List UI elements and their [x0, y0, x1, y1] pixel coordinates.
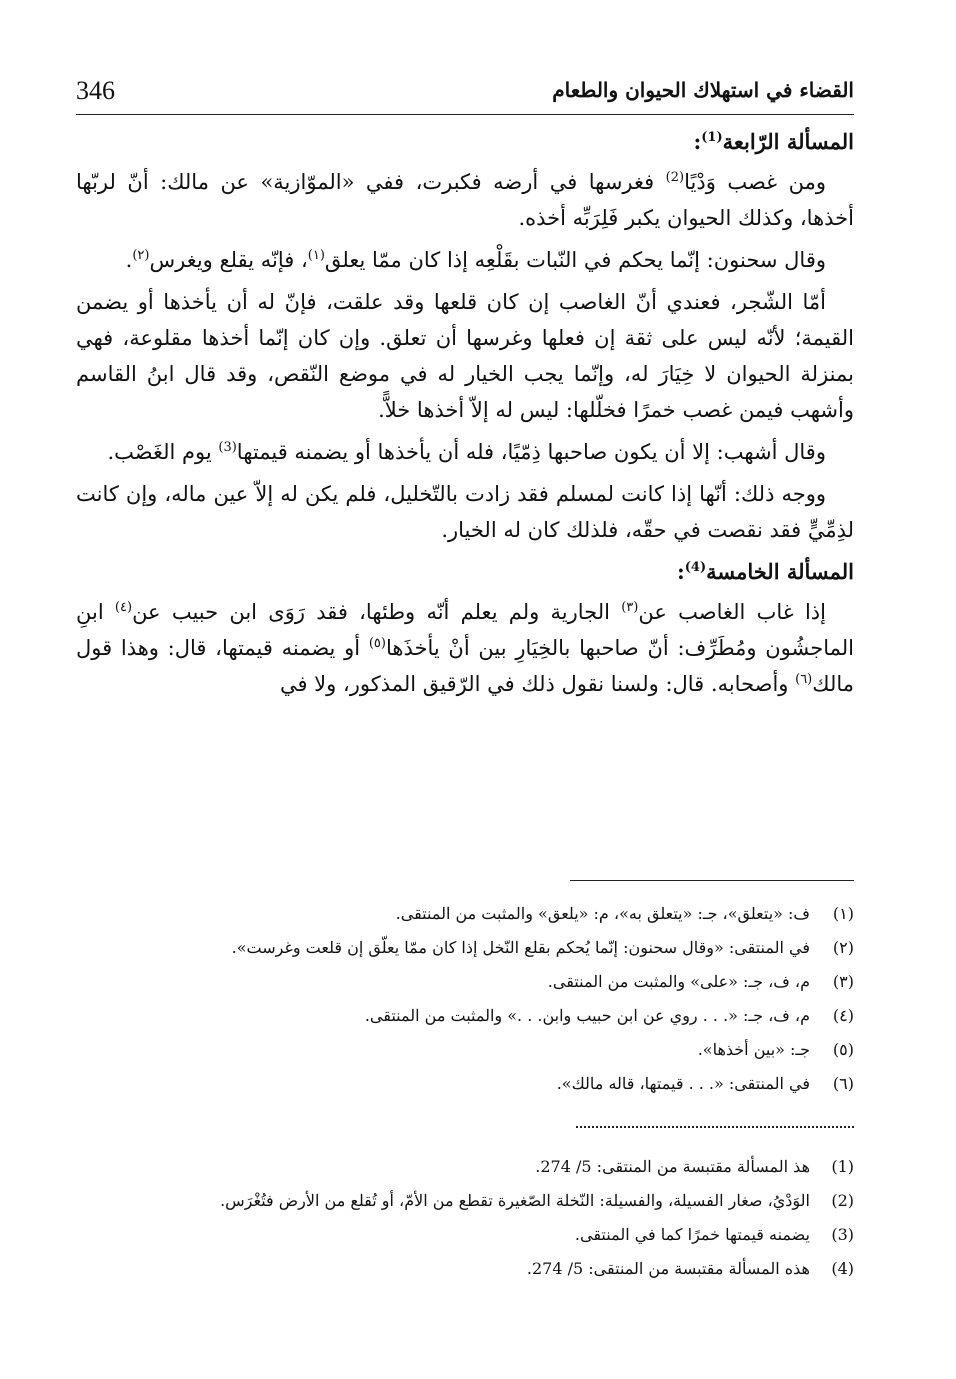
main-text — [76, 124, 854, 708]
paragraph: وقال أشهب: إلا أن يكون صاحبها ذِمّيًا، فله أن يأخذها أو يضمنه قيمتها$^{(3)}$ يوم الغَصْب. — [107, 440, 826, 464]
footnote: (٢) في المنتقى: «وقال سحنون: إنّما يُحكم بقلع النّخل إذا كان ممّا يعلّق إن قلعت وغرست». — [231, 938, 854, 957]
footnote-ref[interactable]: (٤) — [114, 600, 133, 615]
footnote: (2) الوَدْيُ، صغار الفسيلة، والفسيلة: النّخلة الصّغيرة تقطع من الأمّ، أو تُقلع من الأرض فتُغْرَس. — [220, 1191, 854, 1210]
footnote: (٦) في المنتقى: «. . . قيمتها، قاله مالك». — [556, 1074, 854, 1093]
footnote-separator — [570, 880, 854, 881]
footnote: (4) هذه المسألة مقتبسة من المنتقى: 5/ 274. — [526, 1259, 854, 1278]
footnote-ref[interactable]: (4) — [684, 560, 707, 575]
footnotes-manuscript — [76, 897, 854, 1101]
footnote-ref[interactable]: (٣) — [621, 600, 639, 615]
footnote: (1) هذ المسألة مقتبسة من المنتقى: 5/ 274. — [535, 1157, 854, 1176]
footnote: (٤) م، ف، جـ: «. . . روي عن ابن حبيب وابن. . .» والمثبت من المنتقى. — [364, 1006, 854, 1025]
footnote-dotted-separator — [576, 1126, 854, 1128]
section-heading-4: المسألة الرّابعة$^{(1)}$: — [693, 129, 854, 154]
footnote-ref[interactable]: (١) — [307, 248, 325, 263]
footnotes-editor — [76, 1150, 854, 1286]
paragraph: ووجه ذلك: أنّها إذا كانت لمسلم فقد زادت بالتّخليل، فلم يكن له إلاّ عين ماله، وإن كانت لذِمِّيٍّ فقد نقصت في حقّه، فلذلك كان له الخيار. — [76, 482, 854, 542]
paragraph: إذا غاب الغاصب عن$^{(٣)}$ الجارية ولم يعلم أنّه وطئها، فقد رَوَى ابن حبيب عن$^{(٤)}$ ابنِ الماجشُون ومُطَرِّف: أنّ صاحبها بالخِيَارِ بين أنْ يأخذَها$^{(٥)}$ أو يضمنه قيمتها، قال: وهذا قول مالك$^{(٦)}$ وأصحابه. قال: ولسنا نقول ذلك في الرّقيق المذكور، ولا في — [76, 600, 854, 696]
footnote: (٥) جـ: «بين أخذها». — [697, 1040, 854, 1059]
footnote-ref[interactable]: (3) — [218, 440, 237, 455]
footnote-ref[interactable]: (2) — [665, 170, 685, 185]
paragraph: أمّا الشّجر، فعندي أنّ الغاصب إن كان قلعها وقد علقت، فإنّ له أن يأخذها أو يضمن القيمة؛ لأنّه ليس على ثقة إن فعلها وغرسها أن تعلق. وإن كان إنّما أخذها مقلوعة، فهي بمنزلة الحيوان لا خِيَارَ له، وإنّما يجب الخيار له في موضع النّقص، وقد قال ابنُ القاسم وأشهب فيمن غصب خمرًا فخلّلها: ليس له إلاّ أخذها خلاًّ. — [76, 290, 854, 422]
footnote-ref[interactable]: (٦) — [795, 672, 813, 687]
footnote: (١) ف: «يتعلق»، جـ: «يتعلق به»، م: «يلعق» والمثبت من المنتقى. — [395, 904, 854, 923]
paragraph: ومن غصب وَدْيًا$^{(2)}$ فغرسها في أرضه فكبرت، ففي «الموّازية» عن مالك: أنّ لربّها أخذها، وكذلك الحيوان يكبر فَلِرَبِّه أخذه. — [76, 170, 854, 230]
paragraph: وقال سحنون: إنّما يحكم في النّبات بقَلْعِه إذا كان ممّا يعلق$^{(١)}$، فإنّه يقلع ويغرس$^{(٢)}$. — [125, 248, 826, 272]
page-number: 346 — [76, 76, 115, 105]
footnote: (٣) م، ف، جـ: «على» والمثبت من المنتقى. — [547, 972, 854, 991]
footnote-ref[interactable]: (٢) — [132, 248, 150, 263]
page-header — [76, 70, 854, 115]
footnote-ref[interactable]: (1) — [701, 130, 723, 145]
running-title: القضاء في استهلاك الحيوان والطعام — [552, 78, 854, 102]
section-heading-5: المسألة الخامسة$^{(4)}$: — [676, 559, 854, 584]
footnote-ref[interactable]: (٥) — [368, 636, 386, 651]
footnote: (3) يضمنه قيمتها خمرًا كما في المنتقى. — [574, 1225, 854, 1244]
